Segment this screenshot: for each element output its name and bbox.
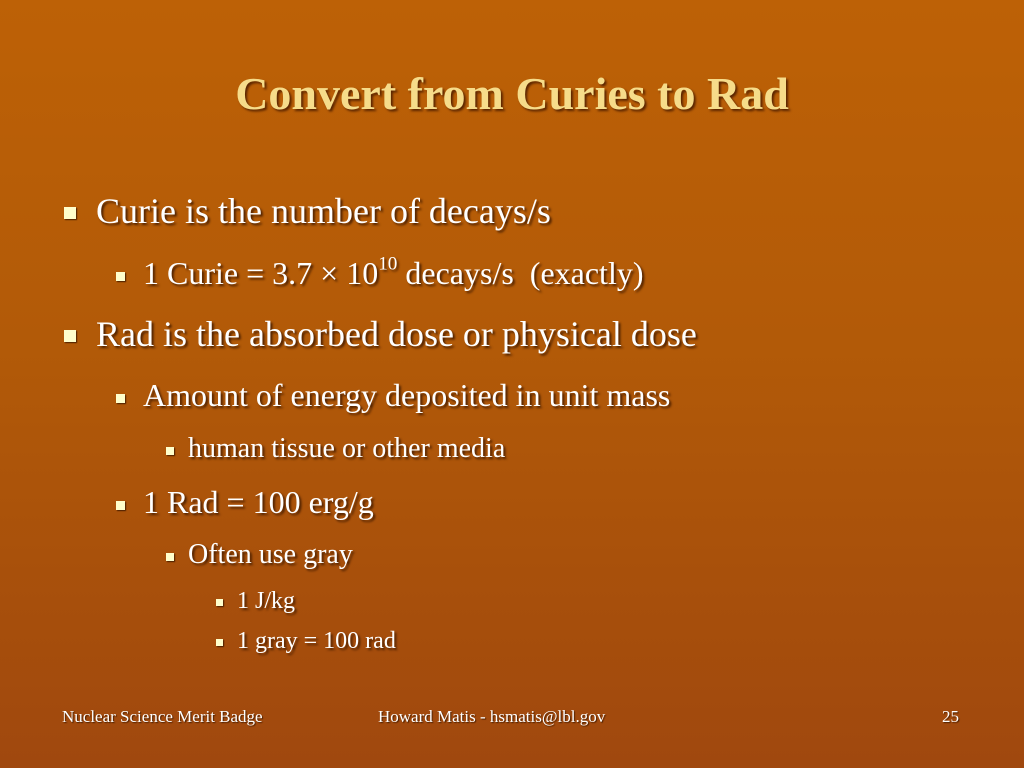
bullet-energy-mass [116, 377, 670, 414]
bullet-jkg [216, 588, 295, 615]
square-bullet-icon [64, 330, 76, 342]
bullet-text: human tissue or other media [188, 433, 506, 464]
slide-title: Convert from Curies to Rad [235, 68, 789, 119]
bullet-text: 1 gray = 100 rad [237, 628, 396, 654]
bullet-curie-definition [64, 190, 551, 232]
bullet-text [143, 255, 643, 292]
square-bullet-icon [116, 501, 125, 510]
bullet-text: 1 J/kg [237, 588, 296, 614]
bullet-curie-value [116, 255, 643, 292]
bullet-rad-definition [64, 313, 697, 355]
bullet-text: Amount of energy deposited in unit mass [143, 377, 671, 413]
curie-value-prefix: 1 Curie = 3.7 × 10 [143, 255, 379, 291]
bullet-rad-value [116, 484, 374, 521]
bullet-text: 1 Rad = 100 erg/g [143, 484, 374, 520]
exponent: 10 [378, 253, 398, 275]
square-bullet-icon [166, 447, 174, 455]
bullet-tissue-media [166, 433, 505, 465]
bullet-text: Often use gray [188, 539, 353, 570]
footer-center: Howard Matis - hsmatis@lbl.gov [378, 707, 606, 726]
square-bullet-icon [64, 207, 76, 219]
square-bullet-icon [216, 639, 223, 646]
curie-value-suffix: decays/s (exactly) [397, 255, 644, 291]
bullet-text: Rad is the absorbed dose or physical dose [96, 314, 697, 354]
bullet-gray [166, 539, 353, 571]
page-number: 25 [942, 707, 959, 726]
footer-left: Nuclear Science Merit Badge [62, 707, 263, 726]
bullet-gray-rad [216, 628, 396, 655]
bullet-text: Curie is the number of decays/s [96, 191, 551, 231]
square-bullet-icon [116, 272, 125, 281]
square-bullet-icon [216, 599, 223, 606]
square-bullet-icon [166, 553, 174, 561]
square-bullet-icon [116, 394, 125, 403]
